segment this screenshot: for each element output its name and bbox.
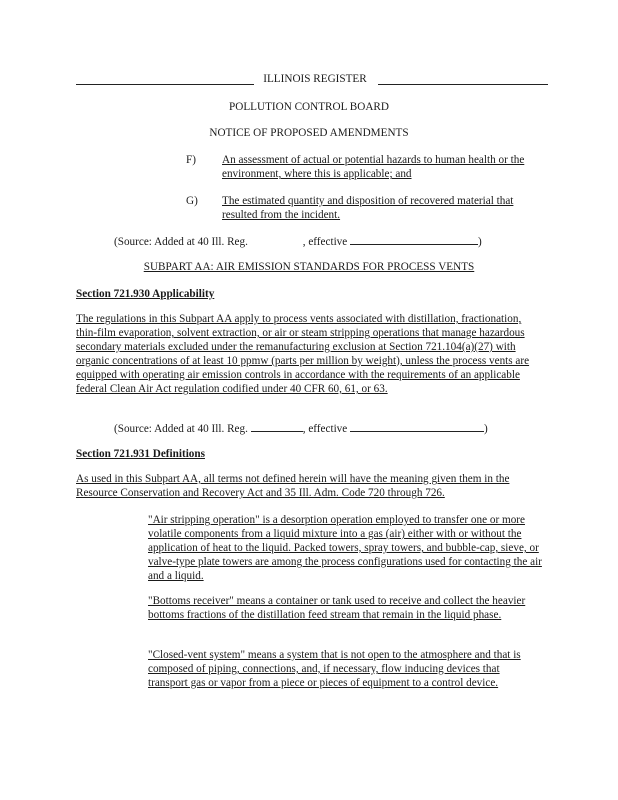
header-rule-left xyxy=(76,84,254,85)
notice-title: NOTICE OF PROPOSED AMENDMENTS xyxy=(209,127,409,139)
list-marker-g: G) xyxy=(186,195,198,207)
header-rule-right xyxy=(378,84,548,85)
list-item-g: The estimated quantity and disposition of recovered material that resulted from the incident. xyxy=(222,195,514,221)
board-title: POLLUTION CONTROL BOARD xyxy=(229,101,389,113)
register-title xyxy=(250,72,380,86)
definition-bottoms-receiver: "Bottoms receiver" means a container or tank used to receive and collect the heavier bottoms fractions of the distillation feed stream that remain in the liquid phase. xyxy=(148,595,526,621)
source-close-2: ) xyxy=(484,423,488,435)
source-note-1 xyxy=(114,234,482,249)
subpart-title: SUBPART AA: AIR EMISSION STANDARDS FOR PROCESS VENTS xyxy=(143,261,475,273)
source-effective-2: , effective xyxy=(302,423,351,435)
section-931-intro: As used in this Subpart AA, all terms not defined herein will have the meaning given them in the Resource Conservation and Recovery Act and 35 Ill. Adm. Code 720 through 726. xyxy=(76,473,510,499)
source-effective: , effective xyxy=(302,236,351,248)
source-lead-2: (Source: Added at 40 Ill. Reg. xyxy=(114,423,251,435)
source-note-2 xyxy=(114,421,488,436)
list-marker-f: F) xyxy=(186,154,196,166)
source-close: ) xyxy=(478,236,482,248)
register-title-text: ILLINOIS REGISTER xyxy=(263,73,367,85)
section-930-heading: Section 721.930 Applicability xyxy=(76,288,215,300)
section-931-heading: Section 721.931 Definitions xyxy=(76,448,205,460)
source-lead: (Source: Added at 40 Ill. Reg. xyxy=(114,236,251,248)
definition-air-stripping: "Air stripping operation" is a desorption operation employed to transfer one or more volatile components from a liquid mixture into a gas (air) either with or without the application of heat to the liquid. Packed towers, spray towers, and bubble-cap, sieve, or valve-type plate towers are among the process configurations used for contacting the air and a liquid. xyxy=(148,514,542,582)
list-item-f: An assessment of actual or potential hazards to human health or the environment, where this is applicable; and xyxy=(222,154,525,180)
section-930-body: The regulations in this Subpart AA apply to process vents associated with distillation, fractionation, thin-film evaporation, solvent extraction, or air or steam stripping operations that manage hazardous secondary materials excluded under the remanufacturing exclusion at Section 721.104(a)(27) with organic concentrations of at least 10 ppmw (parts per million by weight), unless the process vents are equipped with operating air emission controls in accordance with the requirements of an applicable federal Clean Air Act regulation codified under 40 CFR 60, 61, or 63. xyxy=(76,313,530,395)
definition-closed-vent-system: "Closed-vent system" means a system that is not open to the atmosphere and that is composed of piping, connections, and, if necessary, flow inducing devices that transport gas or vapor from a piece or pieces of equipment to a control device. xyxy=(148,649,521,689)
